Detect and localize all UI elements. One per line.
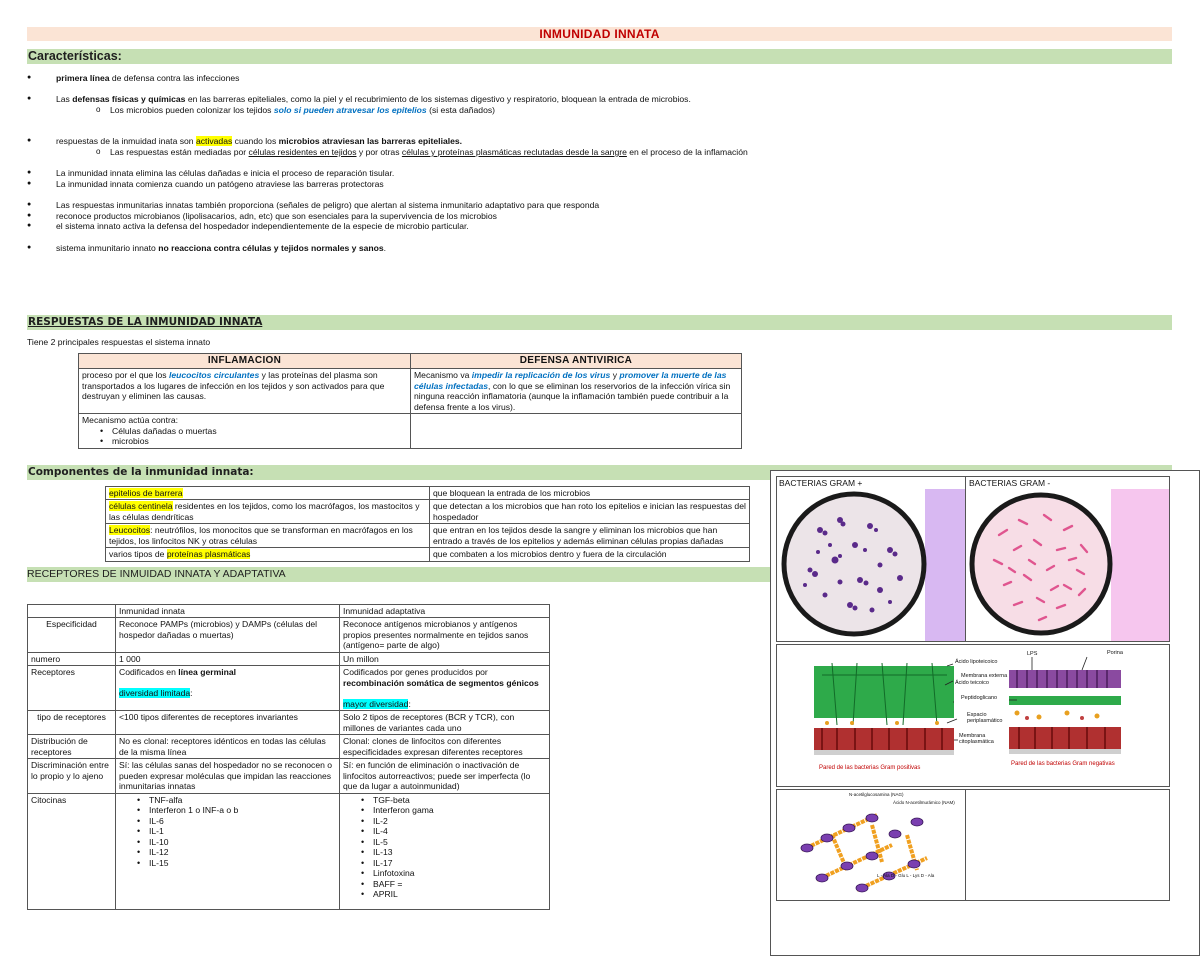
label-peptide-chain: L - Ala D - Glu L - Lys D - Ala [877, 873, 935, 878]
empty-cell [411, 414, 742, 448]
gram-negative-micrograph [969, 490, 1115, 638]
antivirica-desc: Mecanismo va impedir la replicación de los virus y promover la muerte de las células infectadas, con lo que se eliminan los reservorios de la infección vírica sin ninguna reacción inflamatoria (aunque la inflamación también puede contribuir a la defensa frente a los virus). [411, 369, 742, 414]
componentes-heading: Componentes de la inmunidad innata: [27, 465, 1172, 480]
table-row: células centinela residentes en los tejidos, como los macrófagos, los mastocitos y las células dendríticas que detectan a los microbios que han roto los epitelios e inician las respuestas del hospedador [106, 500, 750, 524]
table-row: Citocinas • TNF-alfa • Interferon 1 o INF-a o b • IL-6 • IL-1 • IL-10 • IL-12 • IL-15 • TGF-beta • Interferon gama • IL-2 • IL-4 • IL-5 • IL-13 • IL-17 • Linfotoxina • BAFF = • APRIL [28, 793, 550, 909]
list-item: ● sistema inmunitario innato no reacciona contra células y tejidos normales y sanos. [27, 243, 1167, 253]
list-item: ● reconoce productos microbianos (lipolisacarios, adn, etc) que son esenciales para la supervivencia de los microbios [27, 211, 1167, 221]
page-title: INMUNIDAD INNATA [27, 27, 1172, 41]
caracteristicas-heading: Características: [27, 49, 1172, 64]
table-row: tipo de receptores <100 tipos diferentes de receptores invariantes Solo 2 tipos de receptores (BCR y TCR), con millones de variantes cada uno [28, 711, 550, 735]
list-item: ● La inmunidad innata comienza cuando un patógeno atraviese las barreras protectoras [27, 179, 1167, 189]
list-item: ● La inmunidad innata elimina las células dañadas e inicia el proceso de reparación tisular. [27, 168, 1167, 178]
gram-neg-cell [967, 477, 1170, 642]
table-row: Receptores Codificados en línea germinal diversidad limitada: Codificados por genes producidos por recombinación somática de segmentos génicos mayor diversidad: [28, 666, 550, 711]
list-item: ● respuestas de la inmuidad inata son activadas cuando los microbios atraviesan las barreras epiteliales. [27, 136, 1167, 146]
list-item: • IL-4 [343, 826, 546, 836]
list-item: o Las respuestas están mediadas por células residentes en tejidos y por otras células y proteínas plasmáticas reclutadas desde la sangre en el proceso de la inflamación [27, 147, 1167, 157]
list-item: ● Las defensas físicas y químicas en las barreras epiteliales, como la piel y el recubrimiento de los sistemas digestivo y respiratorio, bloquean la entrada de microbios. [27, 94, 1167, 104]
list-item: • IL-13 [343, 847, 546, 857]
table-row: Especificidad Reconoce PAMPs (microbios) y DAMPs (células del hospedor dañadas o muertas) Reconoce antígenos microbianos y antígenos propios presentes normalmente en tejidos sanos (antígeno= parte de algo) [28, 618, 550, 652]
peptidoglycan-cell [777, 790, 966, 901]
label-porina: Porina [1107, 650, 1123, 656]
table-row: varios tipos de proteínas plasmáticas que combaten a los microbios dentro y fuera de la circulación [106, 548, 750, 561]
list-item: • Interferon 1 o INF-a o b [119, 805, 336, 815]
table-row: numero 1 000 Un millon [28, 652, 550, 665]
list-item: • IL-17 [343, 858, 546, 868]
componentes-table [105, 486, 750, 562]
mecanismo-cell: Mecanismo actúa contra: • Células dañadas o muertas • microbios [79, 414, 411, 448]
cell-wall-panel [776, 644, 1170, 787]
bacteria-figure-box [770, 470, 1200, 956]
label-pared-gram-negativas: Pared de las bacterias Gram negativas [1011, 761, 1115, 767]
list-item: • BAFF = [343, 879, 546, 889]
label-peptidoglicano: Peptidoglicano [961, 695, 998, 701]
list-item: • IL-15 [119, 858, 336, 868]
list-item: • TGF-beta [343, 795, 546, 805]
peptidoglycan-structure [777, 790, 965, 900]
inflamacion-desc: proceso por el que los leucocitos circulantes y las proteínas del plasma son transportados a los lugares de infección en los tejidos y son activados para que destruyan y eliminen las causas. [79, 369, 411, 414]
list-item: • IL-1 [119, 826, 336, 836]
label-membrana-citoplasmatica: Membrana citoplasmática [959, 733, 994, 745]
col-defensa-antivirica: DEFENSA ANTIVIRICA [411, 354, 742, 369]
list-item: • APRIL [343, 889, 546, 899]
list-item: • IL-10 [119, 837, 336, 847]
list-item: o Los microbios pueden colonizar los tejidos solo si pueden atravesar los epitelios (si esta dañados) [27, 105, 1167, 115]
pink-fill [1111, 489, 1169, 641]
list-item: • IL-2 [343, 816, 546, 826]
table-row: Inmunidad innata Inmunidad adaptativa [28, 605, 550, 618]
list-item: • IL-12 [119, 847, 336, 857]
label-nag: N-acetilglucosamina (NAG) [849, 792, 904, 797]
list-item: ● primera línea de defensa contra las infecciones [27, 73, 1167, 83]
list-item: ● el sistema innato activa la defensa del hospedador independientemente de la especie de microbio particular. [27, 221, 1167, 231]
caracteristicas-list [27, 73, 1167, 253]
respuestas-heading: RESPUESTAS DE LA INMUNIDAD INNATA [27, 315, 1172, 330]
list-item: • Interferon gama [343, 805, 546, 815]
table-row: Discriminación entre lo propio y lo ajeno Sí: las células sanas del hospedador no se reconocen o pueden expresar moléculas que impidan las reacciones inmunitarias innatas Sí: en función de eliminación o inactivación de linfocitos autorreactivos; puede ser imperfecta (lo que da lugar a autoinmunidad) [28, 759, 550, 793]
table-row: Leucocitos: neutrófilos, los monocitos que se transforman en macrófagos en los tejidos, los linfocitos NK y otras células que entran en los tejidos desde la sangre y eliminan los microbios que han entrado a través de los epitelios y además eliminan células propias dañadas [106, 524, 750, 548]
list-item: • IL-5 [343, 837, 546, 847]
gram-positive-micrograph [780, 490, 930, 638]
gram-neg-label: BACTERIAS GRAM - [969, 478, 1051, 488]
gram-pos-label: BACTERIAS GRAM + [779, 478, 863, 488]
purple-fill [925, 489, 965, 641]
label-nam: Ácido N-acetilmurámico (NAM) [893, 800, 955, 805]
list-item: • Linfotoxina [343, 868, 546, 878]
col-inflamacion: INFLAMACION [79, 354, 411, 369]
peptidoglycan-panel [776, 789, 1170, 901]
gram-pos-cell [777, 477, 966, 642]
respuestas-intro: Tiene 2 principales respuestas el sistema innato [27, 337, 211, 347]
label-lps: LPS [1027, 651, 1038, 657]
list-item: • Células dañadas o muertas [82, 426, 407, 436]
receptores-table [27, 604, 550, 910]
label-espacio-periplasmatico: Espacio periplasmático [967, 712, 1003, 724]
respuestas-table [78, 353, 742, 449]
list-item: • TNF-alfa [119, 795, 336, 805]
list-item: • microbios [82, 436, 407, 446]
receptores-heading: RECEPTORES DE INMUIDAD INNATA Y ADAPTATIVA [27, 567, 772, 582]
list-item: ● Las respuestas inmunitarias innatas también proporciona (señales de peligro) que alertan al sistema inmunitario adaptativo para que responda [27, 200, 1167, 210]
gram-stain-panel [776, 476, 1170, 642]
label-membrana-externa: Membrana externa [961, 673, 1008, 679]
table-row: Distribución de receptores No es clonal: receptores idénticos en todas las células de la misma línea Clonal: clones de linfocitos con diferentes especificidades expresan diferentes receptores [28, 735, 550, 759]
table-row: epitelios de barrera que bloquean la entrada de los microbios [106, 487, 750, 500]
label-acido-lipoteicoico: Ácido lipoteicoico [955, 659, 998, 665]
list-item: • IL-6 [119, 816, 336, 826]
label-acido-teicoico: Ácido teicoico [955, 680, 989, 686]
label-pared-gram-positivas: Pared de las bacterias Gram positivas [819, 765, 921, 771]
